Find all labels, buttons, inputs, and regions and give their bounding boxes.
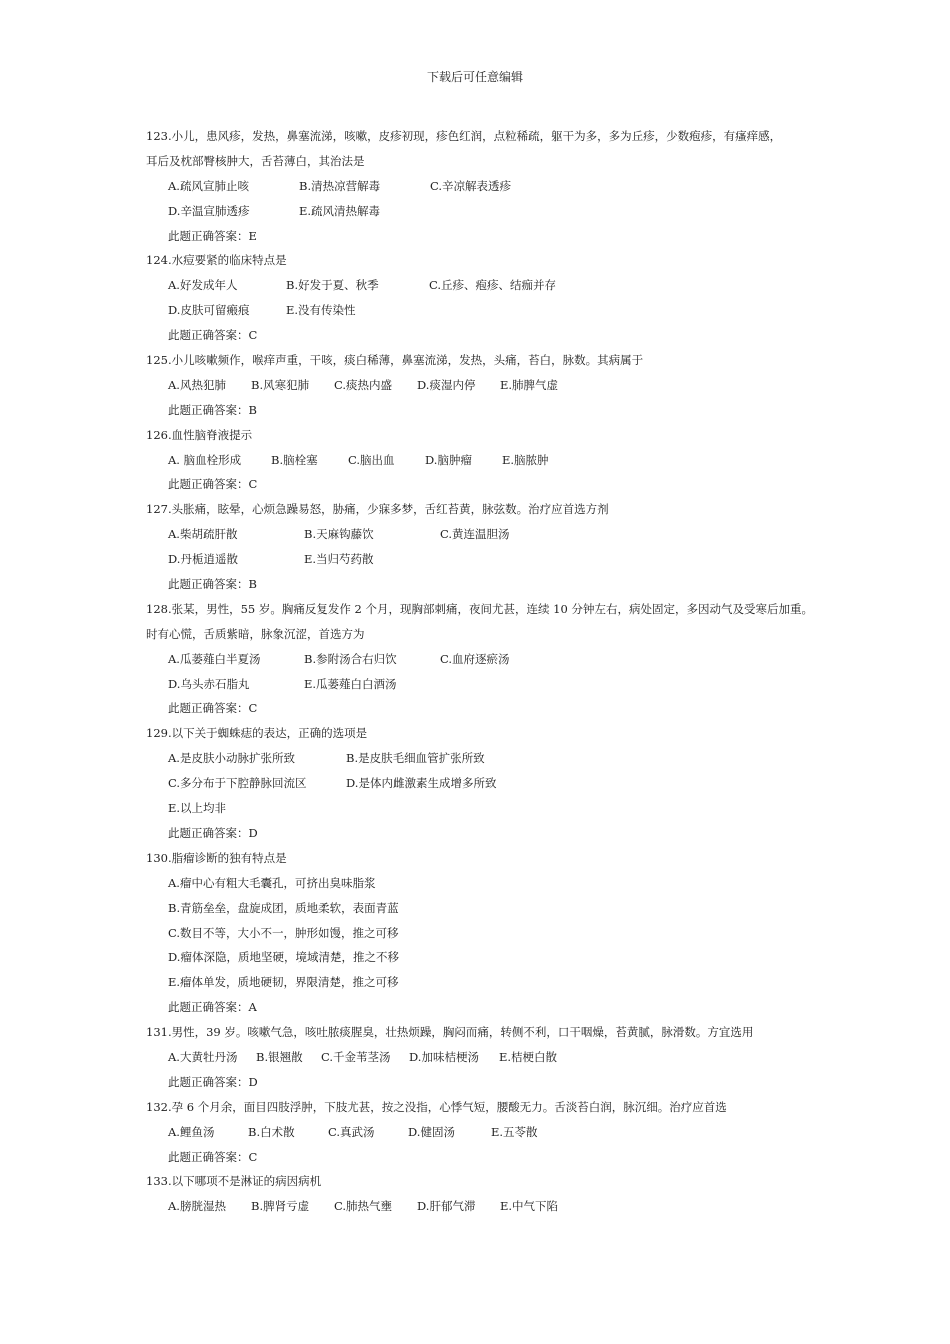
answer-line: 此题正确答案：C — [168, 1149, 258, 1164]
option-b: B.参附汤合右归饮 — [304, 651, 397, 666]
option-row — [146, 1045, 846, 1070]
question-stem: 125.小儿咳嗽频作，喉痒声重，干咳，痰白稀薄，鼻塞流涕，发热，头痛，苔白，脉数。其病属于 — [146, 353, 644, 368]
answer-line: 此题正确答案：E — [168, 228, 257, 243]
option-c: C.血府逐瘀汤 — [440, 651, 510, 666]
answer-line: 此题正确答案：A — [168, 1000, 257, 1015]
question-stem: 耳后及枕部臀核肿大，舌苔薄白，其治法是 — [146, 153, 365, 168]
option-a: A.瓜蒌薤白半夏汤 — [168, 651, 261, 666]
option-b: B.天麻钩藤饮 — [304, 527, 374, 542]
option-row — [146, 298, 846, 323]
option-e: E.桔梗白散 — [499, 1049, 558, 1064]
option-a: A.瘤中心有粗大毛囊孔，可挤出臭味脂浆 — [168, 875, 376, 890]
option-a: A.是皮肤小动脉扩张所致 — [168, 751, 295, 766]
option-b: B.脾肾亏虚 — [251, 1199, 310, 1214]
question-stem: 131.男性，39 岁。咳嗽气急，咳吐脓痰腥臭，壮热烦躁，胸闷而痛，转侧不利，口干咽燥，苔黄腻，脉滑数。方宜选用 — [146, 1025, 754, 1040]
option-c: C.千金苇茎汤 — [321, 1049, 391, 1064]
answer-line: 此题正确答案：C — [168, 328, 258, 343]
option-e: E.当归芍药散 — [304, 552, 374, 567]
option-e: E.瘤体单发，质地硬韧，界限清楚，推之可移 — [168, 975, 399, 990]
option-row — [146, 647, 846, 672]
answer-line: 此题正确答案：B — [168, 577, 257, 592]
option-a: A.疏风宣肺止咳 — [168, 178, 249, 193]
option-row — [146, 273, 846, 298]
option-d: D.是体内雌激素生成增多所致 — [346, 776, 497, 791]
option-e: E.以上均非 — [168, 801, 227, 816]
option-row — [146, 174, 846, 199]
option-a: A. 脑血栓形成 — [168, 452, 242, 467]
option-d: D.肝郁气滞 — [417, 1199, 476, 1214]
option-d: D.加味桔梗汤 — [409, 1049, 479, 1064]
answer-line: 此题正确答案：C — [168, 477, 258, 492]
option-d: D.瘤体深隐，质地坚硬，境域清楚，推之不移 — [168, 950, 399, 965]
option-c: C.数目不等，大小不一，肿形如馒，推之可移 — [168, 925, 399, 940]
question-stem: 126.血性脑脊液提示 — [146, 427, 253, 442]
option-c: C.脑出血 — [348, 452, 395, 467]
question-stem: 124.水痘要紧的临床特点是 — [146, 253, 287, 268]
option-row — [146, 1120, 846, 1145]
option-row — [146, 896, 846, 921]
option-e: E.脑脓肿 — [502, 452, 549, 467]
option-a: A.风热犯肺 — [168, 377, 226, 392]
question-stem: 133.以下哪项不是淋证的病因病机 — [146, 1174, 322, 1189]
option-row — [146, 921, 846, 946]
option-b: B.脑栓塞 — [271, 452, 318, 467]
option-c: C.真武汤 — [328, 1124, 375, 1139]
question-stem: 128.张某，男性，55 岁。胸痛反复发作 2 个月，现胸部刺痛，夜间尤甚，连续 10 分钟左右，病处固定，多因动气及受寒后加重。 — [146, 601, 813, 616]
question-stem: 129.以下关于蜘蛛痣的表达，正确的选项是 — [146, 726, 368, 741]
question-stem: 132.孕 6 个月余，面目四肢浮肿，下肢尤甚，按之没指，心悸气短，腰酸无力。舌淡苔白润，脉沉细。治疗应首选 — [146, 1099, 727, 1114]
option-d: D.丹栀逍遥散 — [168, 552, 238, 567]
option-c: C.多分布于下腔静脉回流区 — [168, 776, 307, 791]
answer-line: 此题正确答案：D — [168, 825, 258, 840]
option-row — [146, 1194, 846, 1219]
question-stem: 130.脂瘤诊断的独有特点是 — [146, 850, 287, 865]
question-stem: 123.小儿，患风疹，发热，鼻塞流涕，咳嗽，皮疹初现，疹色红润，点粒稀疏，躯干为多，多为丘疹，少数疱疹，有瘙痒感， — [146, 129, 782, 143]
answer-line: 此题正确答案：D — [168, 1074, 258, 1089]
question-list — [146, 124, 846, 1219]
option-row — [146, 522, 846, 547]
option-d: D.痰湿内停 — [417, 377, 476, 392]
option-row — [146, 199, 846, 224]
option-e: E.五苓散 — [491, 1124, 538, 1139]
option-e: E.没有传染性 — [286, 303, 356, 318]
question-stem: 时有心慌，舌质紫暗，脉象沉涩，首选方为 — [146, 626, 365, 641]
option-e: E.疏风清热解毒 — [299, 203, 381, 218]
option-e: E.中气下陷 — [500, 1199, 559, 1214]
option-d: D.脑肿瘤 — [425, 452, 472, 467]
option-row — [146, 945, 846, 970]
page-header: 下载后可任意编辑 — [426, 70, 523, 84]
option-e: E.肺脾气虚 — [500, 377, 559, 392]
option-row — [146, 672, 846, 697]
option-c: C.丘疹、疱疹、结痂并存 — [429, 278, 557, 293]
option-b: B.是皮肤毛细血管扩张所致 — [346, 751, 485, 766]
option-b: B.清热凉营解毒 — [299, 178, 381, 193]
option-a: A.好发成年人 — [168, 278, 238, 293]
option-row — [146, 796, 846, 821]
option-d: D.皮肤可留瘢痕 — [168, 303, 250, 318]
option-c: C.辛凉解表透疹 — [430, 178, 512, 193]
option-row — [146, 771, 846, 796]
option-b: B.好发于夏、秋季 — [286, 278, 379, 293]
option-a: A.膀胱湿热 — [168, 1199, 226, 1214]
option-a: A.柴胡疏肝散 — [168, 527, 238, 542]
option-d: D.辛温宣肺透疹 — [168, 203, 250, 218]
question-stem: 127.头胀痛，眩晕，心烦急躁易怒，胁痛，少寐多梦，舌红苔黄，脉弦数。治疗应首选方剂 — [146, 502, 609, 517]
option-b: B.白术散 — [248, 1124, 295, 1139]
option-b: B.风寒犯肺 — [251, 377, 310, 392]
option-row — [146, 746, 846, 771]
answer-line: 此题正确答案：C — [168, 701, 258, 716]
option-row — [146, 373, 846, 398]
option-row — [146, 448, 846, 473]
option-row — [146, 547, 846, 572]
option-e: E.瓜蒌薤白白酒汤 — [304, 676, 397, 691]
option-b: B.青筋垒垒，盘旋成团，质地柔软，表面青蓝 — [168, 900, 399, 915]
option-row — [146, 970, 846, 995]
option-a: A.大黄牡丹汤 — [168, 1049, 238, 1064]
option-b: B.银翘散 — [256, 1049, 303, 1064]
option-row — [146, 871, 846, 896]
option-d: D.乌头赤石脂丸 — [168, 676, 250, 691]
option-c: C.痰热内盛 — [334, 377, 393, 392]
option-d: D.健固汤 — [408, 1124, 455, 1139]
option-c: C.黄连温胆汤 — [440, 527, 510, 542]
option-c: C.肺热气壅 — [334, 1199, 393, 1214]
option-a: A.鲤鱼汤 — [168, 1124, 215, 1139]
answer-line: 此题正确答案：B — [168, 402, 257, 417]
